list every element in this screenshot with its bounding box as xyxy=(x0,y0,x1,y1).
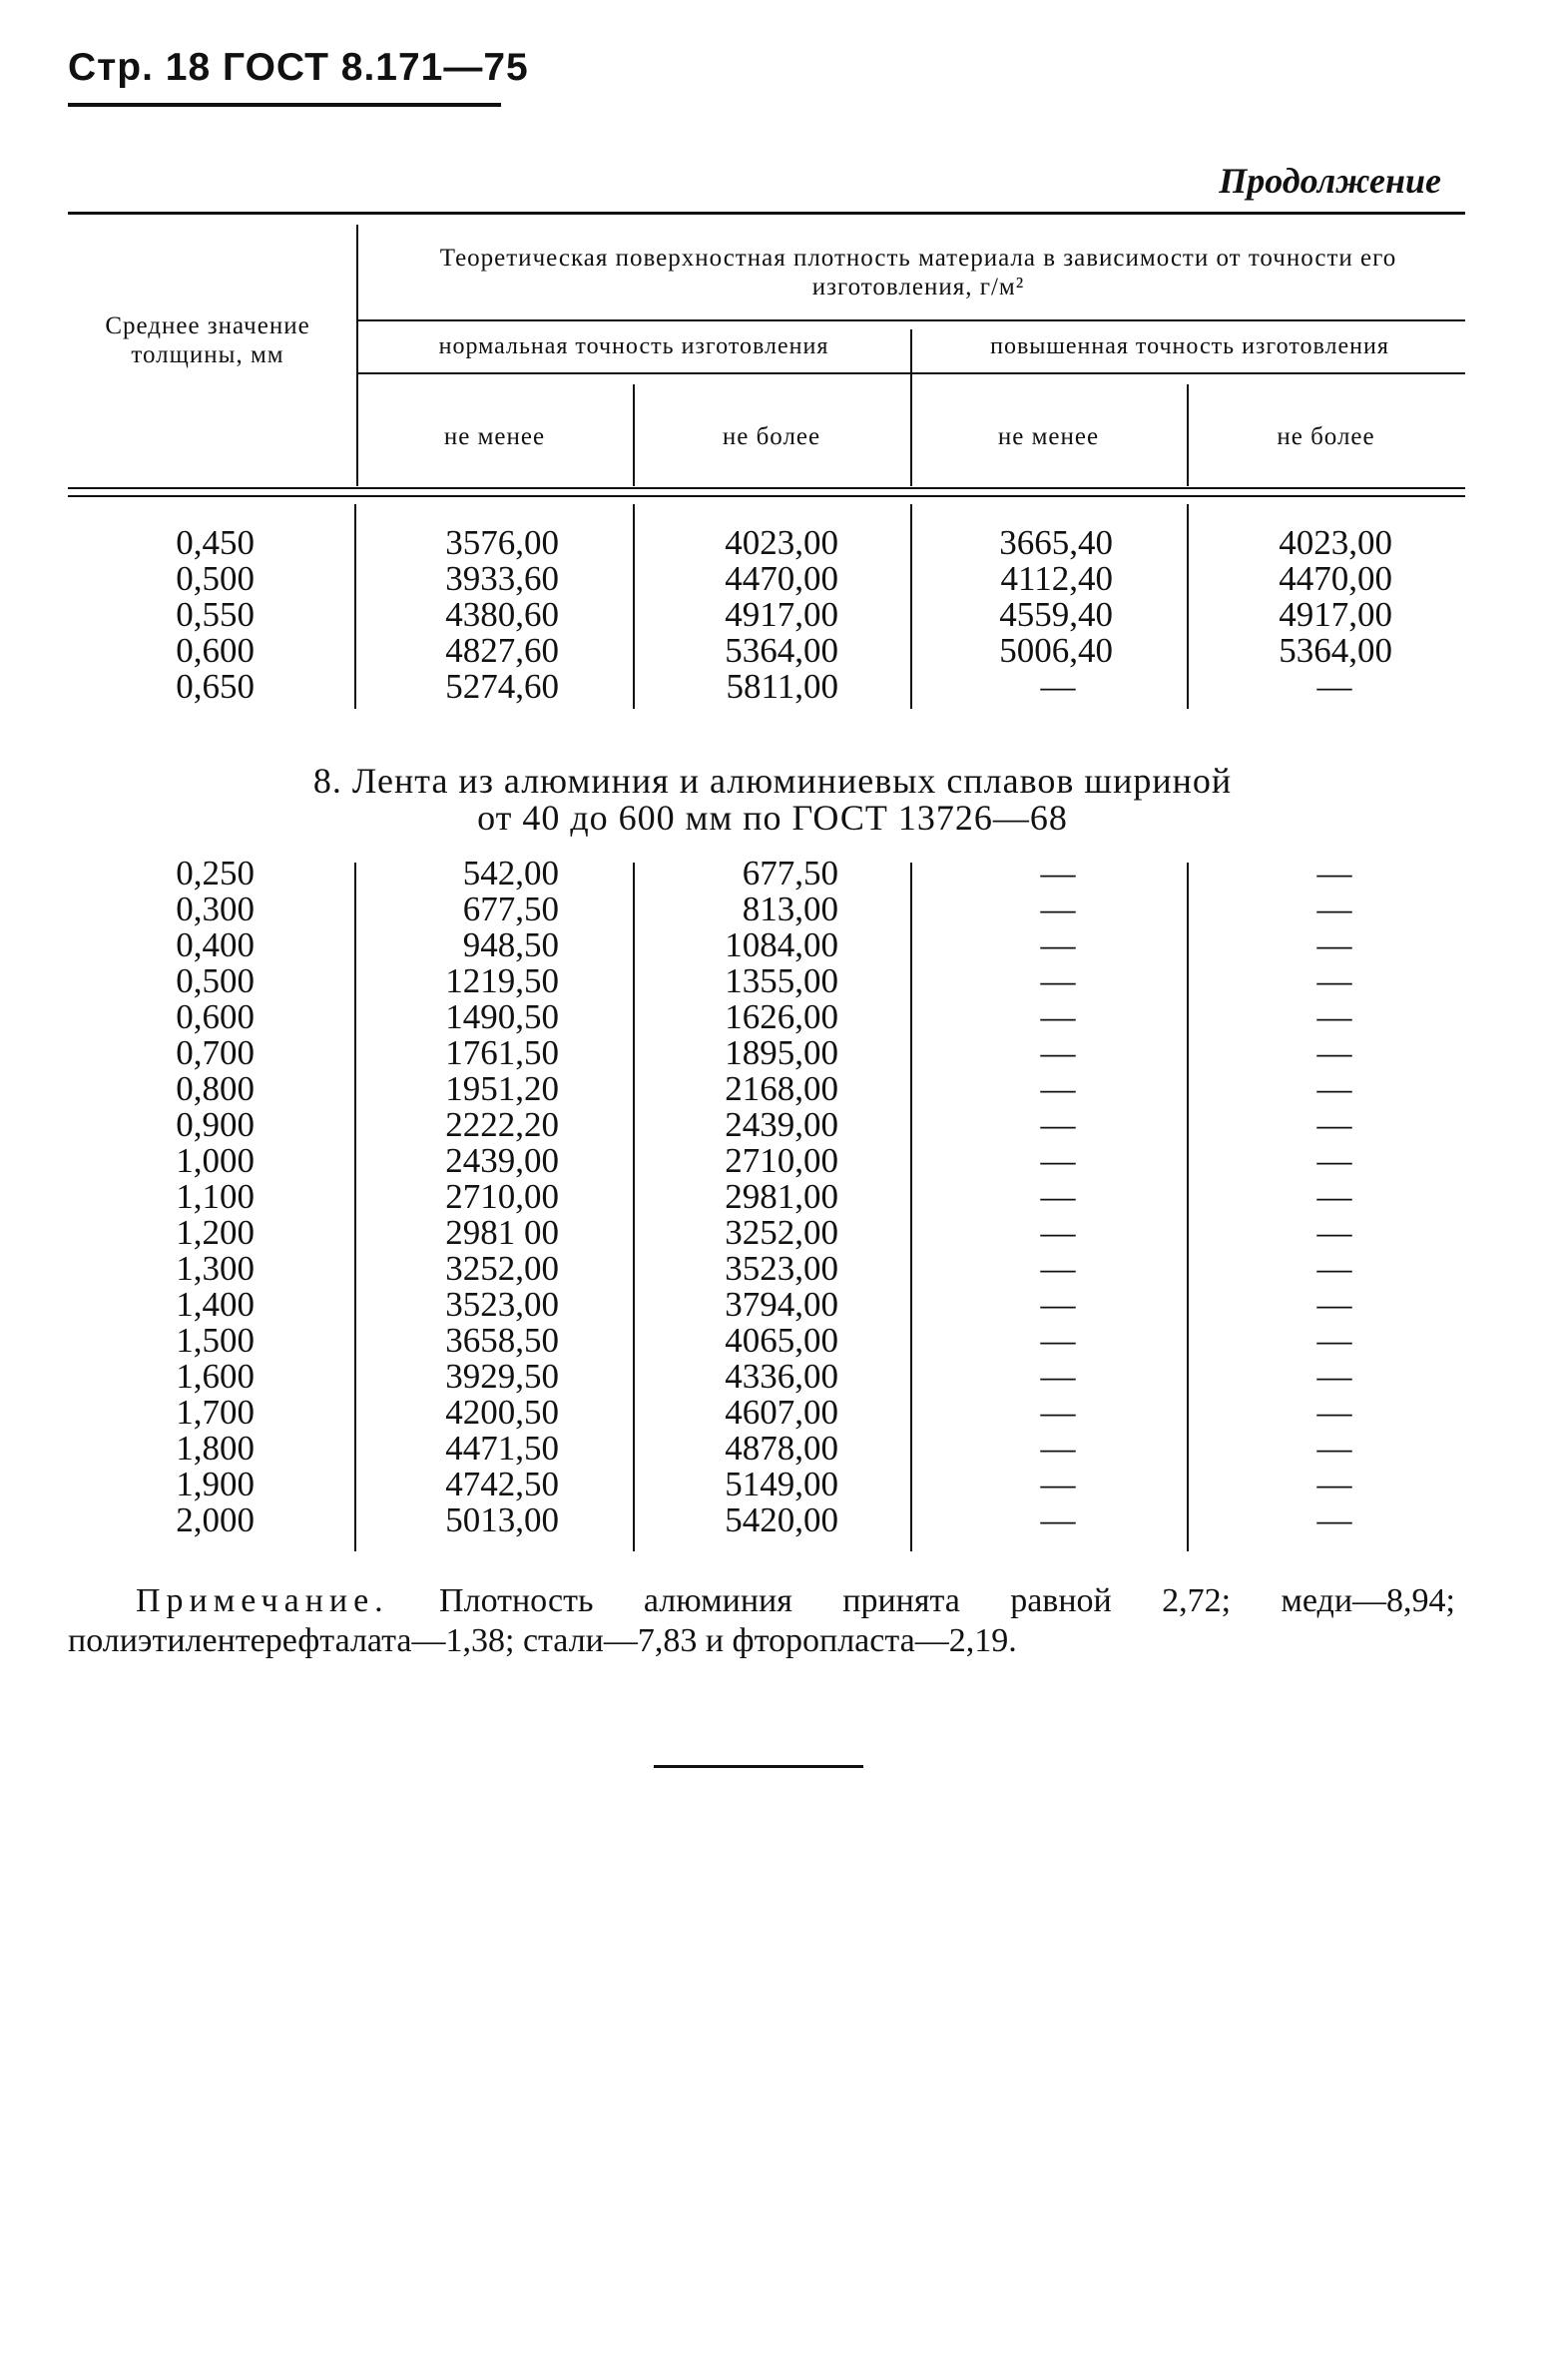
s1-increased-min-dash: — xyxy=(1040,667,1076,706)
s1-normal-max-col: 4023,00 4470,00 4917,00 5364,00 5811,00 xyxy=(725,523,838,706)
header-normal: нормальная точность изготовления xyxy=(438,333,829,359)
vline-header-precision xyxy=(910,329,912,486)
table-top-rule xyxy=(68,212,1465,215)
header-increased: повышенная точность изготовления xyxy=(990,333,1389,359)
vline-s2-b xyxy=(633,863,635,1551)
header-group-rule xyxy=(356,319,1465,321)
s2-thickness-col: 0,250 0,300 0,400 0,500 0,600 0,700 0,800 0,900 1,000 1,100 1,200 1,300 1,400 1,500 1,600 1,700 1,800 1,900 2,000 xyxy=(176,854,255,1539)
header-thickness: Среднее значение толщины, мм xyxy=(105,312,310,368)
s1-increased-min-col: 3665,40 4112,40 4559,40 5006,40 xyxy=(999,523,1113,670)
s1-normal-min-col: 3576,00 3933,60 4380,60 4827,60 5274,60 xyxy=(445,523,559,706)
s1-thickness-col: 0,450 0,500 0,550 0,600 0,650 xyxy=(176,523,255,706)
section2-title-line2: от 40 до 600 мм по ГОСТ 13726—68 xyxy=(477,798,1068,838)
header-bottom-rule-2 xyxy=(68,495,1465,497)
header-increased-min: не менее xyxy=(997,423,1100,450)
header-normal-max: не более xyxy=(722,423,821,450)
s2-normal-min-col: 542,00 677,50 948,50 1219,50 1490,50 1761,50 1951,20 2222,20 2439,00 2710,00 2981 00 3252,00 3523,00 3658,50 3929,50 4200,50 4471,50 4742,50 5013,00 xyxy=(445,854,559,1539)
s2-normal-max-col: 677,50 813,00 1084,00 1355,00 1626,00 1895,00 2168,00 2439,00 2710,00 2981,00 3252,00 3523,00 3794,00 4065,00 4336,00 4607,00 4878,00 5149,00 5420,00 xyxy=(725,854,838,1539)
note xyxy=(68,1581,1455,1661)
header-normal-min: не менее xyxy=(443,423,546,450)
continuation-label: Продолжение xyxy=(1219,161,1441,201)
page-header: Стр. 18 ГОСТ 8.171—75 xyxy=(68,46,529,89)
s2-increased-max-col: — — — — — — — — — — — — — — — — — — — xyxy=(1316,854,1352,1539)
section2-title-line1: 8. Лента из алюминия и алюминиевых сплавов шириной xyxy=(312,761,1233,801)
vline-s1-b xyxy=(633,504,635,709)
header-group: Теоретическая поверхностная плотность материала в зависимости от точности его изготовления, г/м² xyxy=(439,245,1397,300)
s1-increased-max-dash: — xyxy=(1316,667,1352,706)
vline-s2-c xyxy=(910,863,912,1551)
s2-increased-min-col: — — — — — — — — — — — — — — — — — — — xyxy=(1040,854,1076,1539)
header-bottom-rule-1 xyxy=(68,487,1465,489)
vline-s1-d xyxy=(1187,504,1189,709)
end-rule xyxy=(654,1765,863,1768)
header-increased-max: не более xyxy=(1277,423,1375,450)
note-text: Плотность алюминия принята равной 2,72; меди—8,94; полиэтилентерефталата—1,38; стали—7,83 и фторопласта—2,19. xyxy=(68,1582,1455,1659)
vline-s2-a xyxy=(354,863,356,1551)
header-rule xyxy=(68,103,501,107)
vline-s2-d xyxy=(1187,863,1189,1551)
vline-s1-c xyxy=(910,504,912,709)
note-label: Примечание. xyxy=(136,1582,389,1619)
s1-increased-max-col: 4023,00 4470,00 4917,00 5364,00 xyxy=(1279,523,1392,670)
vline-s1-a xyxy=(354,504,356,709)
